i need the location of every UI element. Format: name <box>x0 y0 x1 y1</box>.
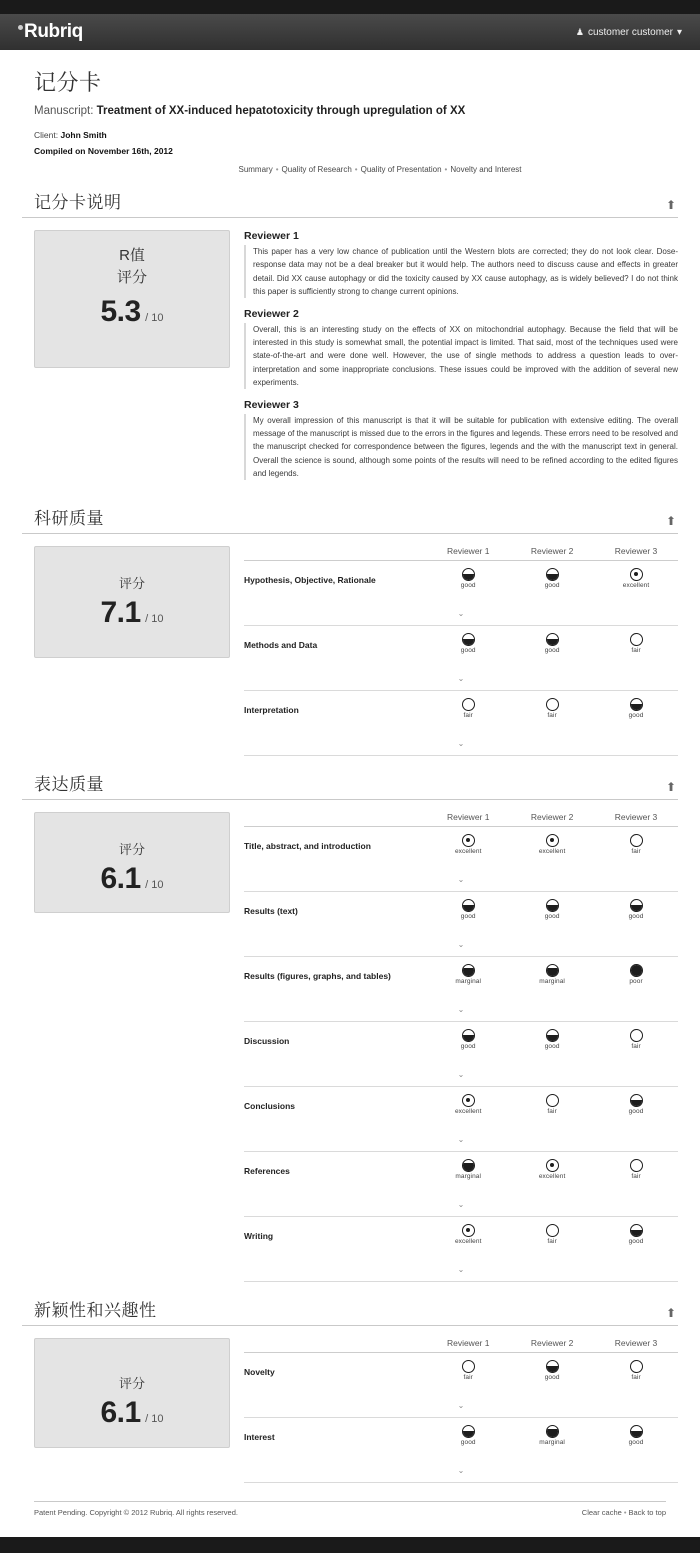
criterion-label: Methods and Data <box>244 639 318 650</box>
criterion-label: Results (text) <box>244 905 298 916</box>
rating-cell-reviewer-1 <box>426 690 510 726</box>
back-to-top-link[interactable]: Back to top <box>628 1507 666 1517</box>
expand-row[interactable] <box>244 927 678 957</box>
section-presentation-title: 表达质量 <box>34 774 104 794</box>
presentation-score-value: 6.1 <box>100 861 141 895</box>
rating-cell-reviewer-2 <box>510 1417 594 1453</box>
footer <box>34 1501 666 1527</box>
section-novelty <box>22 1296 678 1483</box>
rating-gauge-icon <box>462 633 475 646</box>
rating-cell-reviewer-2 <box>510 826 594 862</box>
rating-cell-reviewer-2 <box>510 625 594 661</box>
rating-cell-reviewer-1 <box>426 891 510 927</box>
rating-label: fair <box>547 1237 557 1245</box>
table-row <box>244 1417 678 1453</box>
expand-row[interactable] <box>244 1453 678 1483</box>
brand-label: Rubriq <box>24 21 83 42</box>
rating-gauge-icon <box>630 698 643 711</box>
rating-label: fair <box>631 1042 641 1050</box>
rating-gauge-icon <box>630 1360 643 1373</box>
presentation-score-label: 评分 <box>118 841 145 857</box>
rating-cell-reviewer-2 <box>510 1216 594 1252</box>
arrow-up-icon[interactable]: ⬆ <box>665 779 676 794</box>
rating-label: fair <box>463 1373 473 1381</box>
rating-gauge-icon <box>546 1159 559 1172</box>
rating-gauge-icon <box>630 834 643 847</box>
rating-label: good <box>628 1107 644 1115</box>
presentation-rubric-table <box>244 812 678 1282</box>
rating-cell-reviewer-3 <box>594 891 678 927</box>
rating-label: poor <box>629 977 643 985</box>
jump-nav: Summary • Quality of Research • Quality of Presentation • Novelty and Interest <box>238 165 522 175</box>
logo-dot-icon <box>18 25 23 30</box>
table-row <box>244 826 678 862</box>
meta-block <box>34 127 678 159</box>
manuscript-label: Manuscript: <box>34 105 94 117</box>
rating-cell-reviewer-2 <box>510 1151 594 1187</box>
summary-score-value: 5.3 <box>100 294 141 328</box>
footer-links: Clear cache • Back to top <box>581 1507 666 1517</box>
rating-label: fair <box>547 1107 557 1115</box>
section-research-body <box>22 534 678 756</box>
rating-cell-reviewer-2 <box>510 690 594 726</box>
page-content <box>0 66 700 1527</box>
rating-label: good <box>628 1237 644 1245</box>
rating-gauge-icon <box>462 568 475 581</box>
rating-gauge-icon <box>630 568 643 581</box>
table-row <box>244 1151 678 1187</box>
rating-gauge-icon <box>462 1159 475 1172</box>
criterion-label: Writing <box>244 1230 274 1241</box>
chevron-down-icon[interactable]: ⌄ <box>457 608 465 618</box>
novelty-score-label: 评分 <box>118 1375 145 1391</box>
rating-gauge-icon <box>546 1094 559 1107</box>
section-summary-body <box>22 218 678 490</box>
rating-cell-reviewer-1 <box>426 625 510 661</box>
rating-gauge-icon <box>462 1029 475 1042</box>
jump-link-research[interactable]: Quality of Research <box>281 165 352 175</box>
rating-cell-reviewer-1 <box>426 1021 510 1057</box>
jump-link-summary[interactable]: Summary <box>238 165 273 175</box>
brand-logo[interactable] <box>18 21 83 43</box>
jump-link-presentation[interactable]: Quality of Presentation <box>360 165 442 175</box>
expand-row[interactable] <box>244 1187 678 1217</box>
chevron-down-icon[interactable]: ⌄ <box>457 1069 465 1079</box>
rating-label: good <box>544 646 560 654</box>
compiled-date: Compiled on November 16th, 2012 <box>34 146 173 157</box>
summary-reviewer-comments <box>244 230 678 490</box>
research-score-box <box>34 546 230 658</box>
rating-cell-reviewer-1 <box>426 956 510 992</box>
chevron-down-icon[interactable]: ⌄ <box>457 1400 465 1410</box>
rating-label: excellent <box>454 1237 482 1245</box>
page-title: 记分卡 <box>34 70 102 95</box>
rating-gauge-icon <box>630 1029 643 1042</box>
rating-label: marginal <box>455 977 482 985</box>
table-row <box>244 956 678 992</box>
table-header-row <box>244 546 678 561</box>
expand-row[interactable] <box>244 661 678 691</box>
reviewer-name: Reviewer 2 <box>244 308 299 321</box>
presentation-rubric-wrap <box>244 812 678 1282</box>
rating-label: good <box>460 912 476 920</box>
footer-copyright: Patent Pending. Copyright © 2012 Rubriq. All rights reserved. <box>34 1507 238 1517</box>
table-row <box>244 1216 678 1252</box>
browser-chrome-top <box>0 0 700 14</box>
manuscript-line <box>34 105 678 117</box>
section-summary <box>22 188 678 490</box>
rating-cell-reviewer-3 <box>594 1352 678 1388</box>
expand-row[interactable] <box>244 1122 678 1152</box>
reviewer-comment: This paper has a very low chance of publication until the Western blots are corrected; they do not look clear. Dose-response data may not be a deal breaker but it would help. The authors need to discuss cause and effects in greater detail. Did XX cause autophagy or did the toxicity caused by XX cause autophagy, as is widely believed? I do not think this paper is sufficiently strong to change current opinions. <box>244 245 678 298</box>
novelty-rubric-wrap <box>244 1338 678 1483</box>
summary-r-label: R值 <box>119 247 145 265</box>
rating-gauge-icon <box>546 568 559 581</box>
rating-cell-reviewer-1 <box>426 1352 510 1388</box>
rating-label: good <box>460 1042 476 1050</box>
chevron-down-icon[interactable]: ⌄ <box>457 673 465 683</box>
novelty-score-box <box>34 1338 230 1448</box>
col-reviewer-3: Reviewer 3 <box>594 1338 678 1353</box>
rating-cell-reviewer-3 <box>594 1021 678 1057</box>
rating-label: marginal <box>539 977 565 985</box>
rating-label: good <box>628 1438 644 1446</box>
rating-cell-reviewer-3 <box>594 826 678 862</box>
chevron-down-icon[interactable]: ⌄ <box>457 1264 465 1274</box>
client-line <box>34 127 678 143</box>
research-rubric-table <box>244 546 678 756</box>
rating-label: marginal <box>539 1438 565 1446</box>
table-row <box>244 560 678 596</box>
navbar <box>0 14 700 50</box>
rating-label: marginal <box>455 1172 482 1180</box>
rating-label: excellent <box>454 847 482 855</box>
arrow-up-icon[interactable]: ⬆ <box>665 513 676 528</box>
rating-label: excellent <box>538 847 566 855</box>
criterion-label: Title, abstract, and introduction <box>244 840 371 851</box>
rating-cell-reviewer-2 <box>510 1021 594 1057</box>
caret-down-icon: ▾ <box>676 26 682 38</box>
user-name: customer customer <box>587 26 673 38</box>
client-label: Client: <box>34 130 59 140</box>
criterion-label: References <box>244 1165 290 1176</box>
rating-label: good <box>544 1042 560 1050</box>
rating-gauge-icon <box>630 633 643 646</box>
compiled-line <box>34 143 678 159</box>
rating-cell-reviewer-1 <box>426 826 510 862</box>
rating-label: excellent <box>454 1107 482 1115</box>
rating-cell-reviewer-1 <box>426 1086 510 1122</box>
rating-cell-reviewer-1 <box>426 1216 510 1252</box>
rating-label: good <box>544 581 560 589</box>
manuscript-title: Treatment of XX-induced hepatotoxicity through upregulation of XX <box>96 105 466 117</box>
rating-cell-reviewer-2 <box>510 891 594 927</box>
rating-label: fair <box>463 711 473 719</box>
arrow-up-icon[interactable]: ⬆ <box>665 198 676 213</box>
rating-gauge-icon <box>546 1360 559 1373</box>
rating-gauge-icon <box>462 1425 475 1438</box>
rating-gauge-icon <box>630 1425 643 1438</box>
presentation-score-box <box>34 812 230 913</box>
section-research-header <box>22 504 678 534</box>
rating-label: fair <box>631 847 641 855</box>
rating-cell-reviewer-2 <box>510 956 594 992</box>
rating-gauge-icon <box>630 1224 643 1237</box>
rating-gauge-icon <box>630 1159 643 1172</box>
rating-gauge-icon <box>462 964 475 977</box>
jump-link-novelty[interactable]: Novelty and Interest <box>450 165 522 175</box>
rating-gauge-icon <box>462 1224 475 1237</box>
rating-gauge-icon <box>546 834 559 847</box>
rating-cell-reviewer-3 <box>594 1086 678 1122</box>
rating-cell-reviewer-1 <box>426 1417 510 1453</box>
rating-cell-reviewer-3 <box>594 690 678 726</box>
section-novelty-title: 新颖性和兴趣性 <box>34 1300 157 1320</box>
section-summary-header <box>22 188 678 218</box>
rating-cell-reviewer-3 <box>594 1151 678 1187</box>
criterion-label: Hypothesis, Objective, Rationale <box>244 574 376 585</box>
col-reviewer-2: Reviewer 2 <box>510 812 594 827</box>
section-novelty-body <box>22 1326 678 1483</box>
table-row <box>244 1352 678 1388</box>
person-icon: ♟ <box>575 26 584 37</box>
chevron-down-icon[interactable]: ⌄ <box>457 939 465 949</box>
table-row <box>244 891 678 927</box>
rating-gauge-icon <box>630 899 643 912</box>
expand-row[interactable] <box>244 1388 678 1418</box>
novelty-score-value: 6.1 <box>100 1395 141 1429</box>
rating-cell-reviewer-2 <box>510 1352 594 1388</box>
col-reviewer-3: Reviewer 3 <box>594 812 678 827</box>
rating-label: good <box>460 581 476 589</box>
rating-gauge-icon <box>462 834 475 847</box>
browser-chrome-bottom <box>0 1537 700 1553</box>
rating-label: good <box>460 646 476 654</box>
section-summary-title: 记分卡说明 <box>34 193 122 213</box>
col-reviewer-2: Reviewer 2 <box>510 546 594 561</box>
research-rubric-wrap <box>244 546 678 756</box>
criterion-label: Interest <box>244 1431 275 1442</box>
rating-gauge-icon <box>546 633 559 646</box>
rating-gauge-icon <box>462 698 475 711</box>
reviewer-comment: Overall, this is an interesting study on the effects of XX on mitochondrial autophagy. Because the field that will be interested in this study is somewhat small, the potential impact is limited. That said, most of the techniques used were state-of-the-art and were done well. However, the use of single methods to address a question leads to over-interpretation and some inappropriate conclusions. These issues could be improved with the addition of several new experiments. <box>244 323 678 389</box>
table-header-row <box>244 1338 678 1353</box>
rating-label: good <box>460 1438 476 1446</box>
table-row <box>244 690 678 726</box>
summary-score-denominator: / 10 <box>145 311 164 324</box>
expand-row[interactable] <box>244 1057 678 1087</box>
col-criterion <box>244 546 426 561</box>
rating-gauge-icon <box>546 1029 559 1042</box>
col-reviewer-2: Reviewer 2 <box>510 1338 594 1353</box>
rating-cell-reviewer-3 <box>594 560 678 596</box>
novelty-score-denominator: / 10 <box>145 1412 164 1425</box>
col-reviewer-1: Reviewer 1 <box>426 546 510 561</box>
rating-cell-reviewer-2 <box>510 560 594 596</box>
rating-label: fair <box>631 646 641 654</box>
chevron-down-icon[interactable]: ⌄ <box>457 1004 465 1014</box>
research-score-label: 评分 <box>118 575 145 591</box>
chevron-down-icon[interactable]: ⌄ <box>457 1465 465 1475</box>
rating-label: fair <box>547 711 557 719</box>
rating-gauge-icon <box>546 698 559 711</box>
table-row <box>244 625 678 661</box>
section-presentation-header <box>22 770 678 800</box>
rating-gauge-icon <box>462 1094 475 1107</box>
rating-label: good <box>544 912 560 920</box>
rating-gauge-icon <box>462 899 475 912</box>
rating-label: fair <box>631 1172 641 1180</box>
criterion-label: Conclusions <box>244 1100 296 1111</box>
rating-label: good <box>628 711 644 719</box>
rating-label: excellent <box>622 581 650 589</box>
expand-row[interactable] <box>244 992 678 1022</box>
rating-gauge-icon <box>630 1094 643 1107</box>
rating-cell-reviewer-3 <box>594 1216 678 1252</box>
rating-cell-reviewer-3 <box>594 1417 678 1453</box>
col-criterion <box>244 812 426 827</box>
rating-cell-reviewer-1 <box>426 560 510 596</box>
col-reviewer-1: Reviewer 1 <box>426 1338 510 1353</box>
rating-cell-reviewer-3 <box>594 956 678 992</box>
chevron-down-icon[interactable]: ⌄ <box>457 738 465 748</box>
rating-label: good <box>544 1373 560 1381</box>
expand-row[interactable] <box>244 1252 678 1282</box>
arrow-up-icon[interactable]: ⬆ <box>665 1305 676 1320</box>
col-reviewer-3: Reviewer 3 <box>594 546 678 561</box>
rating-gauge-icon <box>546 899 559 912</box>
table-row <box>244 1021 678 1057</box>
criterion-label: Results (figures, graphs, and tables) <box>244 970 391 981</box>
rating-gauge-icon <box>546 1224 559 1237</box>
presentation-score-denominator: / 10 <box>145 878 164 891</box>
section-research-title: 科研质量 <box>34 508 104 528</box>
user-menu[interactable] <box>576 27 682 38</box>
rating-label: excellent <box>538 1172 566 1180</box>
col-reviewer-1: Reviewer 1 <box>426 812 510 827</box>
rating-gauge-icon <box>630 964 643 977</box>
summary-score-label: 评分 <box>116 269 147 287</box>
research-score-value: 7.1 <box>100 595 141 629</box>
chevron-down-icon[interactable]: ⌄ <box>457 874 465 884</box>
table-row <box>244 1086 678 1122</box>
rating-cell-reviewer-2 <box>510 1086 594 1122</box>
col-criterion <box>244 1338 426 1353</box>
reviewer-comment: My overall impression of this manuscript is that it will be suitable for publication with extensive editing. The overall message of the manuscript is missed due to the errors in the figures and legends. These errors need to be resolved and the manuscript checked for correspondence between the figures, legends and the with the manuscript text in general. Overall the science is sound, although some points of the results will need to be refined according to the edited figures and legends. <box>244 414 678 480</box>
reviewer-name: Reviewer 1 <box>244 230 299 243</box>
reviewer-block <box>244 308 678 389</box>
criterion-label: Discussion <box>244 1035 290 1046</box>
novelty-rubric-table <box>244 1338 678 1483</box>
reviewer-block <box>244 399 678 480</box>
table-header-row <box>244 812 678 827</box>
chevron-down-icon[interactable]: ⌄ <box>457 1199 465 1209</box>
reviewer-name: Reviewer 3 <box>244 398 299 411</box>
criterion-label: Novelty <box>244 1366 275 1377</box>
research-score-denominator: / 10 <box>145 612 164 625</box>
section-presentation-body <box>22 800 678 1282</box>
expand-row[interactable] <box>244 596 678 626</box>
rating-label: good <box>628 912 644 920</box>
section-novelty-header <box>22 1296 678 1326</box>
rating-label: fair <box>631 1373 641 1381</box>
client-name: John Smith <box>60 130 107 140</box>
rating-gauge-icon <box>546 964 559 977</box>
expand-row[interactable] <box>244 726 678 756</box>
section-presentation <box>22 770 678 1282</box>
section-research <box>22 504 678 756</box>
summary-score-box <box>34 230 230 368</box>
clear-cache-link[interactable]: Clear cache <box>581 1507 622 1517</box>
rating-cell-reviewer-3 <box>594 625 678 661</box>
chevron-down-icon[interactable]: ⌄ <box>457 1134 465 1144</box>
rating-gauge-icon <box>462 1360 475 1373</box>
rating-cell-reviewer-1 <box>426 1151 510 1187</box>
reviewer-block <box>244 230 678 298</box>
criterion-label: Interpretation <box>244 704 299 715</box>
rating-gauge-icon <box>546 1425 559 1438</box>
expand-row[interactable] <box>244 862 678 892</box>
